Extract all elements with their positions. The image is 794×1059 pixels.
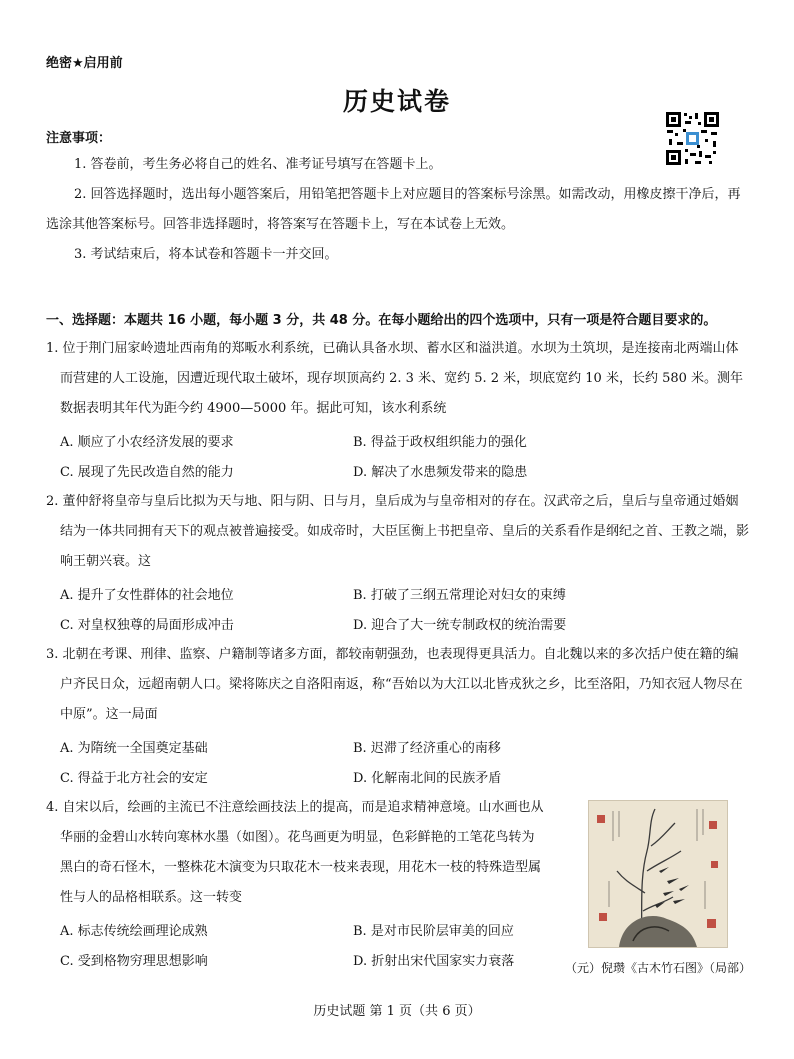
option-d[interactable]: D. 解决了水患频发带来的隐患 <box>353 465 528 480</box>
question-stem: 2. 董仲舒将皇帝与皇后比拟为天与地、阳与阴、日与月，皇后成为与皇帝相对的存在。汉武帝之后，皇后与皇帝通过婚姻结为一体共同拥有天下的观点被普遍接受。如成帝时，大臣匡衡上书把皇帝、皇后的关系看作是纲纪之首、王教之端，影响王朝兴衰。这 <box>46 494 750 569</box>
question-1 <box>46 334 750 424</box>
option-c[interactable]: C. 受到格物穷理思想影响 <box>60 954 208 969</box>
option-d[interactable]: D. 折射出宋代国家实力衰落 <box>353 954 515 969</box>
notice-heading: 注意事项： <box>46 131 112 146</box>
option-d[interactable]: D. 迎合了大一统专制政权的统治需要 <box>353 618 567 633</box>
section-heading: 一、选择题：本题共 16 小题，每小题 3 分，共 48 分。在每小题给出的四个选项中，只有一项是符合题目要求的。 <box>46 313 717 328</box>
painting-image <box>588 800 728 948</box>
option-b[interactable]: B. 得益于政权组织能力的强化 <box>353 435 527 450</box>
option-a[interactable]: A. 标志传统绘画理论成熟 <box>60 924 208 939</box>
option-c[interactable]: C. 得益于北方社会的安定 <box>60 771 208 786</box>
option-d[interactable]: D. 化解南北间的民族矛盾 <box>353 771 502 786</box>
notice-item: 2. 回答选择题时，选出每小题答案后，用铅笔把答题卡上对应题目的答案标号涂黑。如需改动，用橡皮擦干净后，再选涂其他答案标号。回答非选择题时，将答案写在答题卡上，写在本试卷上无效。 <box>46 187 741 232</box>
question-stem: 3. 北朝在考课、刑律、监察、户籍制等诸多方面，都较南朝强劲，也表现得更具活力。自北魏以来的多次括户使在籍的编户齐民日众，远超南朝人口。梁将陈庆之自洛阳南返，称“吾始以为大江以北皆戎狄之乡，比至洛阳，乃知衣冠人物尽在中原”。这一局面 <box>46 647 743 722</box>
question-3 <box>46 640 750 730</box>
option-b[interactable]: B. 是对市民阶层审美的回应 <box>353 924 514 939</box>
confidential-label: 绝密★启用前 <box>46 56 123 71</box>
option-a[interactable]: A. 顺应了小农经济发展的要求 <box>60 435 234 450</box>
page-footer: 历史试题 第 1 页（共 6 页） <box>313 1004 481 1019</box>
notice-item: 3. 考试结束后，将本试卷和答题卡一并交回。 <box>74 247 338 262</box>
option-c[interactable]: C. 展现了先民改造自然的能力 <box>60 465 234 480</box>
question-2 <box>46 487 750 577</box>
question-stem: 4. 自宋以后，绘画的主流已不注意绘画技法上的提高，而是追求精神意境。山水画也从华丽的金碧山水转向寒林水墨（如图）。花鸟画更为明显，色彩鲜艳的工笔花鸟转为黑白的奇石怪木，一整株花木演变为只取花木一枝来表现，用花木一枝的特殊造型属性与人的品格相联系。这一转变 <box>46 800 544 905</box>
option-b[interactable]: B. 迟滞了经济重心的南移 <box>353 741 501 756</box>
option-c[interactable]: C. 对皇权独尊的局面形成冲击 <box>60 618 234 633</box>
option-a[interactable]: A. 为隋统一全国奠定基础 <box>60 741 208 756</box>
option-b[interactable]: B. 打破了三纲五常理论对妇女的束缚 <box>353 588 566 603</box>
figure-caption: （元）倪瓒《古木竹石图》（局部） <box>564 961 751 975</box>
page-title: 历史试卷 <box>342 87 451 116</box>
notice-list <box>46 150 746 270</box>
question-4 <box>46 793 546 913</box>
notice-item: 1. 答卷前，考生务必将自己的姓名、准考证号填写在答题卡上。 <box>74 157 442 172</box>
question-stem: 1. 位于荆门屈家岭遗址西南角的郑畈水利系统，已确认具备水坝、蓄水区和溢洪道。水坝为土筑坝，是连接南北两端山体而营建的人工设施，因遭近现代取土破坏，现存坝顶高约 2. 3 米、宽约 5. 2 米，坝底宽约 10 米，长约 580 米。测年数据表明其年代为距今约 4900—5000 年。据此可知，该水利系统 <box>46 341 744 416</box>
option-a[interactable]: A. 提升了女性群体的社会地位 <box>60 588 234 603</box>
